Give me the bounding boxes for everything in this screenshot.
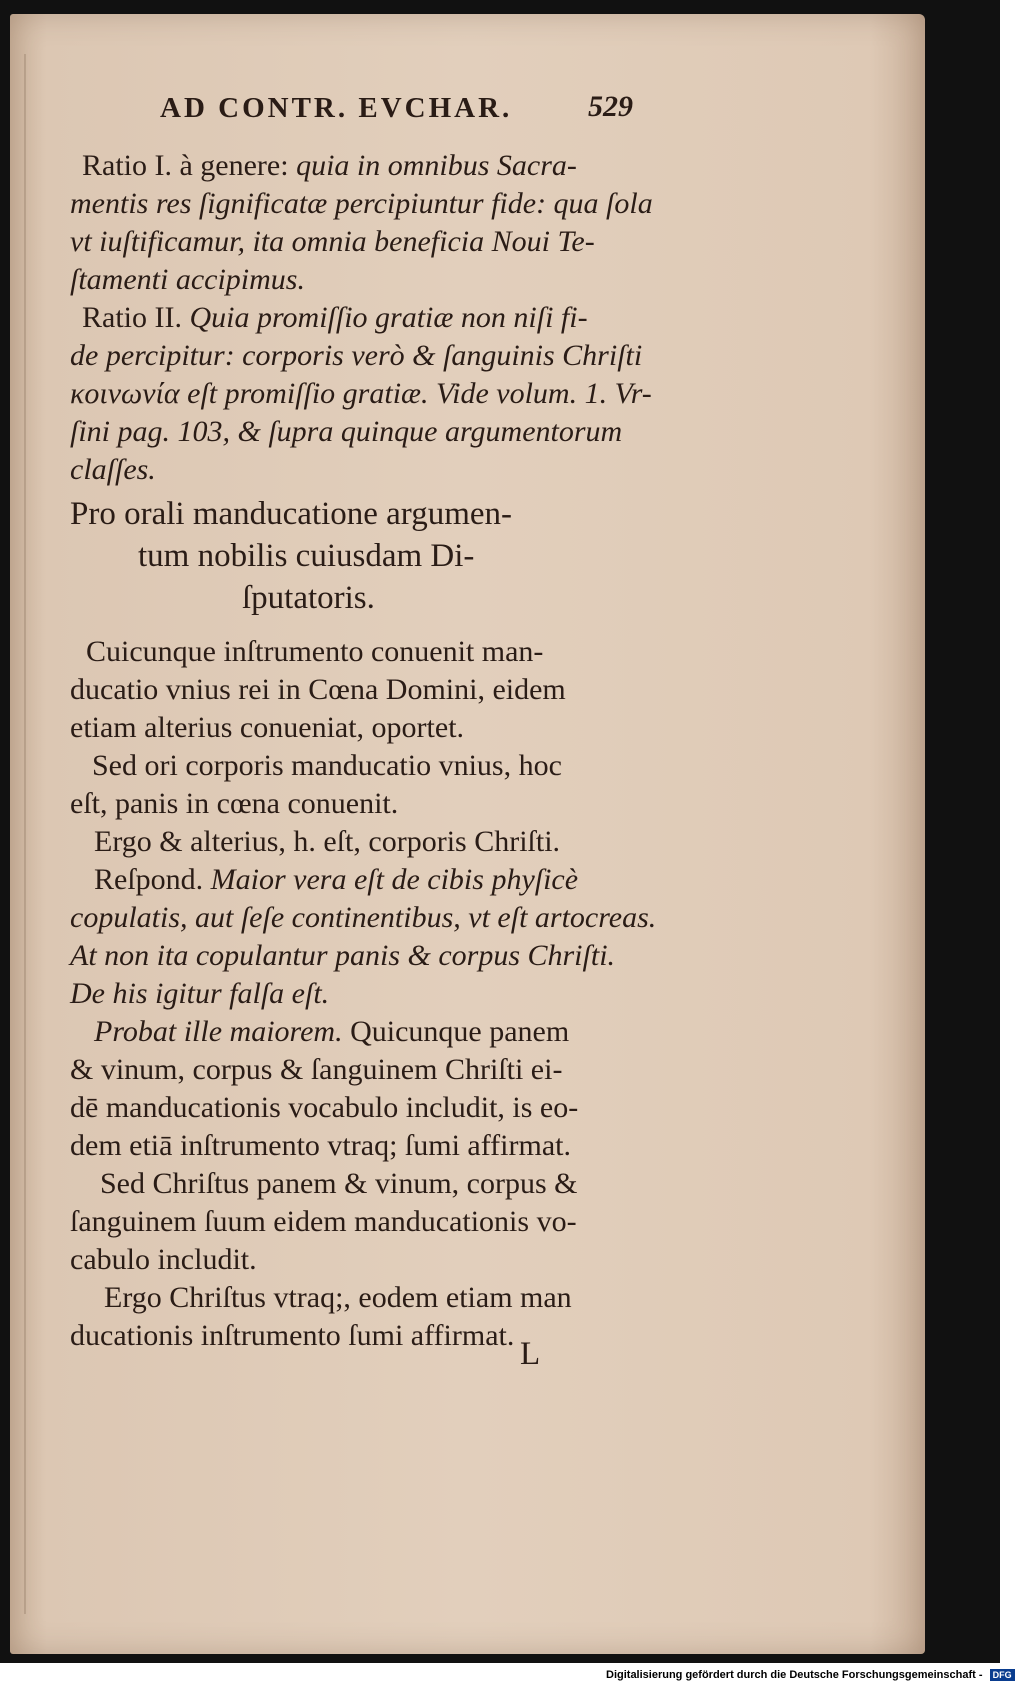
- text-line: mentis res ſignificatæ percipiuntur fide: qua ſola: [70, 187, 653, 220]
- text-line: de percipitur: corporis verò & ſanguinis Chriſti: [70, 339, 643, 372]
- text-line-italic: quia in omnibus Sacra-: [296, 149, 577, 182]
- text-line-roman: Ratio I. à genere:: [82, 149, 289, 182]
- text-line-roman: Reſpond.: [94, 863, 204, 896]
- page-gutter-edge: [24, 54, 26, 1614]
- text-line: claſſes.: [70, 453, 156, 486]
- text-line: ducationis inſtrumento ſumi affirmat.: [70, 1319, 515, 1352]
- text-line: Sed ori corporis manducatio vnius, hoc: [92, 749, 562, 782]
- digitization-credit-text: Digitalisierung gefördert durch die Deutsche Forschungsgemeinschaft -: [606, 1669, 983, 1681]
- text-line: [82, 148, 577, 184]
- text-line: Sed Chriſtus panem & vinum, corpus &: [100, 1167, 578, 1200]
- text-line: κοινωνία eſt promiſſio gratiæ. Vide volum. 1. Vr-: [70, 377, 652, 410]
- text-line: dem etiā inſtrumento vtraq; ſumi affirmat.: [70, 1129, 571, 1162]
- section-heading-line: ſputatoris.: [242, 580, 375, 616]
- digitization-credit: [606, 1669, 1012, 1685]
- text-line: [82, 300, 588, 336]
- text-line-italic: Probat ille maiorem.: [94, 1015, 343, 1048]
- text-line-italic: Quia promiſſio gratiæ non niſi fi-: [189, 301, 588, 334]
- text-line: ducatio vnius rei in Cœna Domini, eidem: [70, 673, 566, 706]
- text-line: etiam alterius conueniat, oportet.: [70, 711, 465, 744]
- text-line: ſini pag. 103, & ſupra quinque argumentorum: [70, 415, 623, 448]
- running-head: AD CONTR. EVCHAR.: [160, 92, 513, 124]
- text-line: copulatis, aut ſeſe continentibus, vt eſt artocreas.: [70, 901, 657, 934]
- text-line: [94, 862, 578, 898]
- text-line: [94, 1014, 569, 1050]
- text-line: vt iuſtificamur, ita omnia beneficia Noui Te-: [70, 225, 595, 258]
- text-line: cabulo includit.: [70, 1243, 257, 1276]
- section-heading-line: Pro orali manducatione argumen-: [70, 496, 513, 532]
- text-line: Cuicunque inſtrumento conuenit man-: [86, 635, 544, 668]
- text-line: De his igitur falſa eſt.: [70, 977, 330, 1010]
- text-line-roman: Ratio II.: [82, 301, 182, 334]
- text-line: ſtamenti accipimus.: [70, 263, 305, 296]
- text-line: Ergo Chriſtus vtraq;, eodem etiam man: [104, 1281, 572, 1314]
- signature-mark: L: [520, 1336, 541, 1372]
- text-line: Ergo & alterius, h. eſt, corporis Chriſti.: [94, 825, 561, 858]
- dfg-logo-icon: DFG: [990, 1669, 1015, 1681]
- text-line: & vinum, corpus & ſanguinem Chriſti ei-: [70, 1053, 563, 1086]
- text-line: ſanguinem ſuum eidem manducationis vo-: [70, 1205, 577, 1238]
- text-line: eſt, panis in cœna conuenit.: [70, 787, 399, 820]
- text-line: dē manducationis vocabulo includit, is eo-: [70, 1091, 579, 1124]
- section-heading-line: tum nobilis cuiusdam Di-: [138, 538, 475, 574]
- text-line-italic: Maior vera eſt de cibis phyſicè: [210, 863, 579, 896]
- text-line: At non ita copulantur panis & corpus Chriſti.: [70, 939, 616, 972]
- text-line-roman: Quicunque panem: [350, 1015, 570, 1048]
- page-number: 529: [588, 90, 633, 123]
